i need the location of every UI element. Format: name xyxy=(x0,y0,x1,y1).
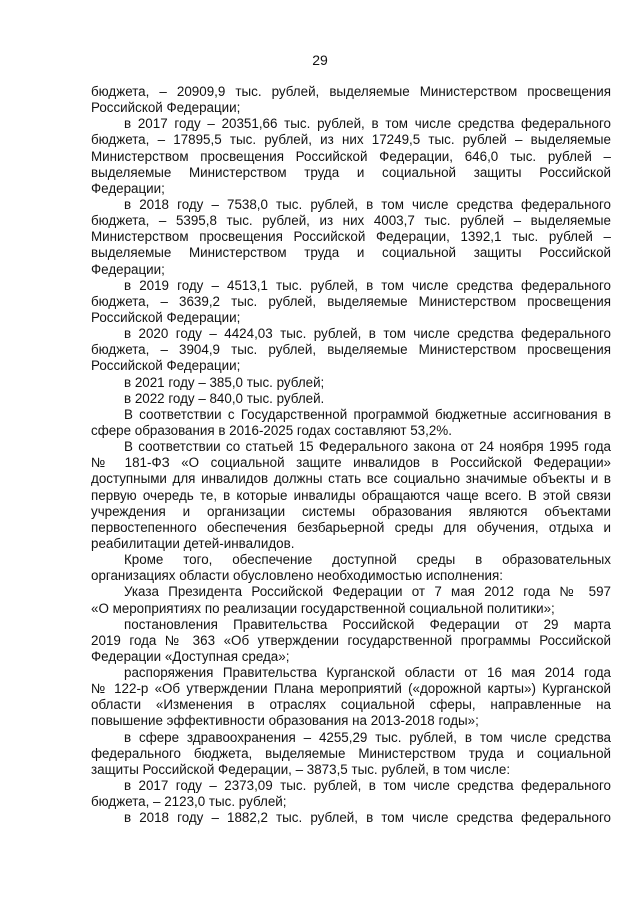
text-line: постановления Правительства Российской Федерации от 29 марта xyxy=(124,616,611,632)
text-line: в 2017 году – 2373,09 тыс. рублей, в том числе средства федерального xyxy=(124,778,611,794)
text-line: 2019 года № 363 «Об утверждении государственной программы Российской xyxy=(91,632,611,648)
text-line: Министерством просвещения Российской Федерации, 646,0 тыс. рублей – xyxy=(91,148,611,164)
text-line: в 2019 году – 4513,1 тыс. рублей, в том числе средства федерального xyxy=(124,277,611,293)
text-line: бюджета, – 17895,5 тыс. рублей, из них 17249,5 тыс. рублей – выделяемые xyxy=(91,132,611,148)
text-line: № 122-р «Об утверждении Плана мероприятий («дорожной карты») Курганской xyxy=(91,681,611,697)
text-line: В соответствии со статьей 15 Федерального закона от 24 ноября 1995 года xyxy=(124,439,611,455)
text-line: в сфере здравоохранения – 4255,29 тыс. рублей, в том числе средства xyxy=(124,729,611,745)
text-line: защиты Российской Федерации, – 3873,5 тыс. рублей, в том числе: xyxy=(91,761,511,777)
text-line: в 2021 году – 385,0 тыс. рублей; xyxy=(124,374,325,390)
text-line: выделяемые Министерством труда и социальной защиты Российской xyxy=(91,245,611,261)
text-line: доступными для инвалидов должны стать все социально значимые объекты и в xyxy=(91,471,611,487)
text-line: бюджета, – 5395,8 тыс. рублей, из них 4003,7 тыс. рублей – выделяемые xyxy=(91,213,611,229)
text-line: в 2018 году – 1882,2 тыс. рублей, в том числе средства федерального xyxy=(124,810,611,826)
text-line: № 181-ФЗ «О социальной защите инвалидов в Российской Федерации» xyxy=(91,455,611,471)
text-line: в 2018 году – 7538,0 тыс. рублей, в том числе средства федерального xyxy=(124,196,611,212)
text-line: Федерации «Доступная среда»; xyxy=(91,648,290,664)
text-line: в 2017 году – 20351,66 тыс. рублей, в том числе средства федерального xyxy=(124,116,611,132)
page-number: 29 xyxy=(312,52,328,68)
text-line: Кроме того, обеспечение доступной среды в образовательных xyxy=(124,552,611,568)
text-line: распоряжения Правительства Курганской области от 16 мая 2014 года xyxy=(124,665,611,681)
text-line: «О мероприятиях по реализации государственной социальной политики»; xyxy=(91,600,555,616)
text-line: Российской Федерации; xyxy=(91,309,241,325)
text-line: бюджета, – 2123,0 тыс. рублей; xyxy=(91,794,287,810)
text-line: реабилитации детей-инвалидов. xyxy=(91,535,295,551)
text-line: бюджета, – 3904,9 тыс. рублей, выделяемые Министерством просвещения xyxy=(91,342,611,358)
text-line: Федерации; xyxy=(91,180,165,196)
text-line: Российской Федерации; xyxy=(91,100,241,116)
document-body xyxy=(91,84,611,826)
text-line: сфере образования в 2016-2025 годах составляют 53,2%. xyxy=(91,422,452,438)
text-line: В соответствии с Государственной программой бюджетные ассигнования в xyxy=(124,406,611,422)
text-line: области «Изменения в отраслях социальной сферы, направленные на xyxy=(91,697,611,713)
text-line: в 2022 году – 840,0 тыс. рублей. xyxy=(124,390,325,406)
text-line: повышение эффективности образования на 2013-2018 годы»; xyxy=(91,713,479,729)
text-line: первую очередь те, в которые инвалиды обращаются чаще всего. В этой связи xyxy=(91,487,611,503)
text-line: бюджета, – 3639,2 тыс. рублей, выделяемые Министерством просвещения xyxy=(91,293,611,309)
text-line: федерального бюджета, выделяемые Министерством труда и социальной xyxy=(91,745,611,761)
text-line: учреждения и организации системы образования являются объектами xyxy=(91,503,611,519)
text-line: организациях области обусловлено необходимостью исполнения: xyxy=(91,568,503,584)
text-line: бюджета, – 20909,9 тыс. рублей, выделяемые Министерством просвещения xyxy=(91,84,611,99)
text-line: выделяемые Министерством труда и социальной защиты Российской xyxy=(91,164,611,180)
text-line: Федерации; xyxy=(91,261,165,277)
text-line: в 2020 году – 4424,03 тыс. рублей, в том числе средства федерального xyxy=(124,326,611,342)
text-line: Указа Президента Российской Федерации от 7 мая 2012 года № 597 xyxy=(124,584,611,600)
text-line: первостепенного обеспечения безбарьерной среды для обучения, отдыха и xyxy=(91,519,611,535)
text-line: Российской Федерации; xyxy=(91,358,241,374)
text-line: Министерством просвещения Российской Федерации, 1392,1 тыс. рублей – xyxy=(91,229,611,245)
